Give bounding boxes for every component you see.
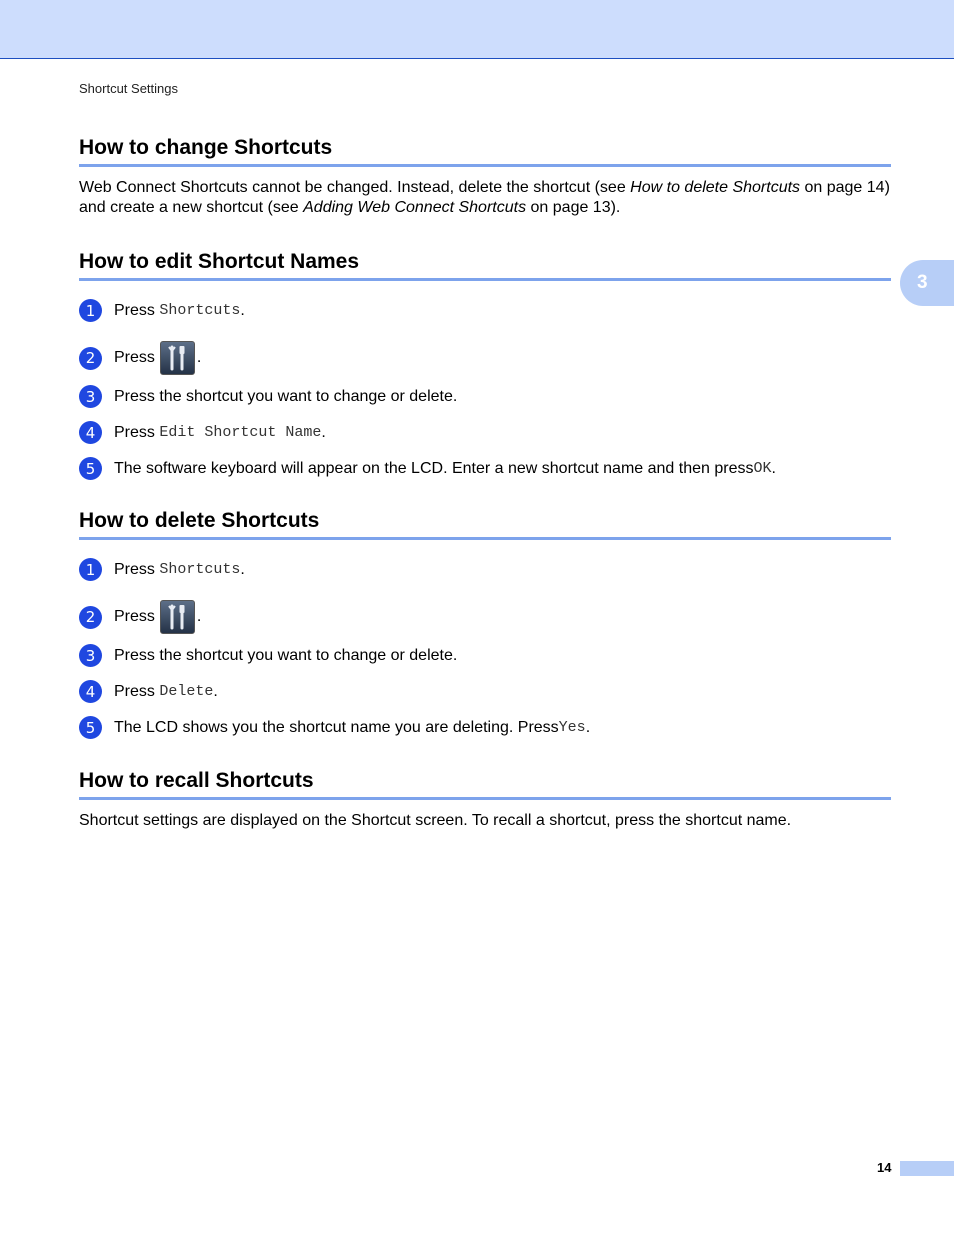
step-item xyxy=(79,457,776,480)
step-number-badge: 3 xyxy=(79,385,102,408)
step-number-badge: 3 xyxy=(79,644,102,667)
cross-reference-link[interactable]: How to delete Shortcuts xyxy=(630,179,801,196)
step-number-badge: 2 xyxy=(79,347,102,370)
lcd-key-label: Edit Shortcut Name xyxy=(159,423,322,441)
section-delete-shortcuts xyxy=(79,508,891,748)
step-text: The software keyboard will appear on the LCD. Enter a new shortcut name and then press xyxy=(114,459,754,477)
step-text: Press xyxy=(114,560,155,578)
step-number-badge: 2 xyxy=(79,606,102,629)
step-text: Press the shortcut you want to change or delete. xyxy=(114,646,458,664)
step-number-badge: 1 xyxy=(79,558,102,581)
step-number-badge: 5 xyxy=(79,716,102,739)
step-text: . xyxy=(196,608,202,625)
page-number-bar xyxy=(900,1161,954,1176)
section-title: How to delete Shortcuts xyxy=(79,508,891,540)
text-run: on page 14) and create a new shortcut (see xyxy=(79,179,890,216)
step-text: . xyxy=(240,301,245,319)
step-text: . xyxy=(240,560,245,578)
step-item xyxy=(79,600,201,634)
step-text: . xyxy=(771,459,776,477)
section-title: How to edit Shortcut Names xyxy=(79,249,891,281)
section-edit-shortcut-names xyxy=(79,249,891,489)
step-number-badge: 5 xyxy=(79,457,102,480)
step-text: . xyxy=(196,349,202,366)
step-item xyxy=(79,644,457,667)
section-paragraph xyxy=(79,178,891,218)
step-item xyxy=(79,716,590,739)
step-text: . xyxy=(585,718,591,736)
lcd-key-label: Shortcuts xyxy=(159,301,241,319)
step-item xyxy=(79,421,326,444)
tools-icon xyxy=(160,600,195,634)
chapter-tab: 3 xyxy=(900,260,954,306)
step-number-badge: 4 xyxy=(79,680,102,703)
header-band xyxy=(0,0,954,59)
lcd-key-label: Shortcuts xyxy=(159,560,241,578)
section-change-shortcuts xyxy=(79,135,891,218)
step-item xyxy=(79,341,201,375)
step-text: . xyxy=(213,682,218,700)
text-run: Web Connect Shortcuts cannot be changed. Instead, delete the shortcut (see xyxy=(79,179,631,196)
step-item xyxy=(79,385,457,408)
step-text: Press xyxy=(114,423,155,441)
section-recall-shortcuts xyxy=(79,768,891,831)
section-title: How to recall Shortcuts xyxy=(79,768,891,800)
lcd-key-label: Yes xyxy=(558,718,586,736)
cross-reference-link[interactable]: Adding Web Connect Shortcuts xyxy=(303,199,527,216)
step-item xyxy=(79,680,218,703)
running-title: Shortcut Settings xyxy=(79,81,178,96)
lcd-key-label: OK xyxy=(753,459,772,477)
lcd-key-label: Delete xyxy=(159,682,214,700)
step-text: Press xyxy=(114,682,155,700)
step-item xyxy=(79,299,245,322)
step-text: The LCD shows you the shortcut name you are deleting. Press xyxy=(114,718,559,736)
step-text: Press xyxy=(114,301,155,319)
step-text: Press the shortcut you want to change or delete. xyxy=(114,387,458,405)
tools-icon xyxy=(160,341,195,375)
step-text: Press xyxy=(114,608,155,625)
step-number-badge: 1 xyxy=(79,299,102,322)
step-text: Press xyxy=(114,349,155,366)
page-number: 14 xyxy=(877,1160,892,1175)
text-run: on page 13). xyxy=(526,199,621,216)
step-number-badge: 4 xyxy=(79,421,102,444)
section-paragraph: Shortcut settings are displayed on the Shortcut screen. To recall a shortcut, press the shortcut name. xyxy=(79,812,792,829)
step-text: . xyxy=(321,423,326,441)
section-title: How to change Shortcuts xyxy=(79,135,891,167)
step-item xyxy=(79,558,245,581)
